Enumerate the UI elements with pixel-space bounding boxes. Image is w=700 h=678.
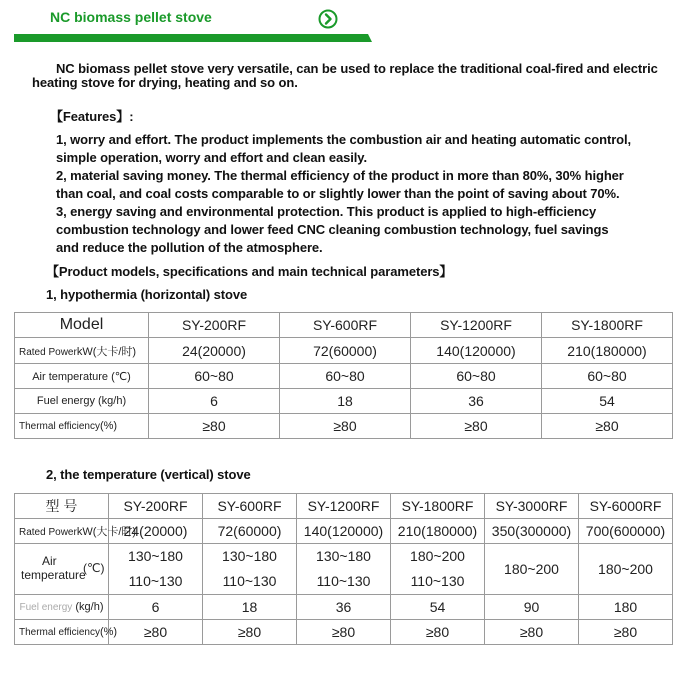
intro-line-2: heating stove for drying, heating and so on. <box>32 75 298 90</box>
page-header <box>0 0 700 44</box>
features-line-7: and reduce the pollution of the atmosphere. <box>56 240 323 255</box>
row-label-unit: (%) <box>99 626 118 638</box>
row-label-main: Air <box>42 554 57 568</box>
table-header-row <box>15 494 673 519</box>
table-cell: ≥80 <box>579 620 673 645</box>
row-label-unit: (%) <box>99 420 118 432</box>
table-cell: 60~80 <box>542 364 673 389</box>
header-cell: SY-1200RF <box>411 313 542 338</box>
table-row <box>15 519 673 544</box>
table-cell: ≥80 <box>485 620 579 645</box>
row-label-main: Thermal efficiency <box>19 627 100 638</box>
table-cell: 60~80 <box>149 364 280 389</box>
table-cell <box>297 544 391 595</box>
cell-lower: 110~130 <box>128 573 183 589</box>
table-cell <box>391 544 485 595</box>
features-line-1: 1, worry and effort. The product implements the combustion air and heating automatic control, <box>56 132 632 147</box>
header-cell: SY-1800RF <box>391 494 485 519</box>
row-label <box>15 414 149 439</box>
cell-lower: 110~130 <box>410 573 465 589</box>
cell-upper: 130~180 <box>128 548 183 564</box>
row-label-main: Rated Power <box>19 527 77 538</box>
table-cell: 700(600000) <box>579 519 673 544</box>
features-heading: 【Features】: <box>50 109 134 124</box>
table-cell: 72(60000) <box>280 338 411 364</box>
row-label-main: Rated Power <box>19 346 77 358</box>
row-label-unit: (℃) <box>111 370 131 383</box>
table-cell: 18 <box>203 595 297 620</box>
row-label-unit: (℃) <box>83 561 105 575</box>
features-line-4: than coal, and coal costs comparable to or slightly lower than the point of saving about 70%. <box>56 186 620 201</box>
header-cell: SY-1800RF <box>542 313 673 338</box>
table-row <box>15 544 673 595</box>
table-cell: 24(20000) <box>149 338 280 364</box>
row-label-unit: (kg/h) <box>98 395 127 407</box>
table-cell: 72(60000) <box>203 519 297 544</box>
spec-table-vertical <box>14 493 673 645</box>
cell-lower: 110~130 <box>222 573 277 589</box>
row-label <box>15 544 109 595</box>
header-cell: SY-200RF <box>149 313 280 338</box>
header-cell: SY-600RF <box>203 494 297 519</box>
table-cell: ≥80 <box>391 620 485 645</box>
page-title: NC biomass pellet stove <box>50 9 212 25</box>
features-line-2: simple operation, worry and effort and clean easily. <box>56 150 367 165</box>
params-heading: 【Product models, specifications and main technical parameters】 <box>46 264 453 279</box>
row-label-unit: kW(大卡/时) <box>76 526 137 538</box>
table-row <box>15 364 673 389</box>
table-cell: 36 <box>297 595 391 620</box>
table-row <box>15 414 673 439</box>
cell-upper: 130~180 <box>316 548 371 564</box>
row-label <box>15 620 118 645</box>
cell-upper: 130~180 <box>222 548 277 564</box>
header-cell: 型 号 <box>15 494 109 519</box>
table-cell: ≥80 <box>203 620 297 645</box>
table-cell: 54 <box>391 595 485 620</box>
table-row <box>15 595 673 620</box>
table-header-row <box>15 313 673 338</box>
header-cell: SY-3000RF <box>485 494 579 519</box>
row-label <box>15 364 149 389</box>
cell-lower: 110~130 <box>316 573 371 589</box>
row-label-unit: kW(大卡/时) <box>76 345 137 358</box>
row-label <box>15 389 149 414</box>
table-row <box>15 389 673 414</box>
table-cell: 6 <box>149 389 280 414</box>
title-underline-bar <box>14 34 372 42</box>
spec-table-horizontal <box>14 312 673 439</box>
table-cell: ≥80 <box>280 414 411 439</box>
features-line-3: 2, material saving money. The thermal efficiency of the product in more than 80%, 30% higher <box>56 168 624 183</box>
table-cell: 36 <box>411 389 542 414</box>
row-label-unit: (kg/h) <box>75 601 104 613</box>
table-cell: 210(180000) <box>391 519 485 544</box>
table-cell: 180~200 <box>579 544 673 595</box>
header-cell: SY-600RF <box>280 313 411 338</box>
table-cell: ≥80 <box>542 414 673 439</box>
table-cell: 60~80 <box>411 364 542 389</box>
table-cell <box>203 544 297 595</box>
table-cell: 180 <box>579 595 673 620</box>
table-cell: ≥80 <box>297 620 391 645</box>
row-label-sub: temperature <box>21 568 86 582</box>
table-cell: 350(300000) <box>485 519 579 544</box>
row-label <box>15 519 137 544</box>
cell-upper: 180~200 <box>410 548 465 564</box>
header-cell: SY-200RF <box>109 494 203 519</box>
header-cell: SY-1200RF <box>297 494 391 519</box>
row-label-main: Air temperature <box>32 370 109 383</box>
table-cell: 90 <box>485 595 579 620</box>
arrow-right-circle-icon[interactable] <box>318 9 338 29</box>
table-row <box>15 620 673 645</box>
row-label-main: Fuel energy <box>36 395 95 407</box>
row-label <box>15 338 149 364</box>
row-label-main: Thermal efficiency <box>19 421 100 432</box>
table-cell: 18 <box>280 389 411 414</box>
table-cell: ≥80 <box>109 620 203 645</box>
table1-heading: 1, hypothermia (horizontal) stove <box>46 287 248 302</box>
row-label-main: Fuel energy <box>19 602 73 613</box>
table-cell: 140(120000) <box>297 519 391 544</box>
features-line-6: combustion technology and lower feed CNC cleaning combustion technology, fuel savings <box>56 222 609 237</box>
intro-line-1: NC biomass pellet stove very versatile, can be used to replace the traditional coal-fired and electric <box>56 61 658 76</box>
row-label <box>15 595 109 620</box>
table-cell: ≥80 <box>149 414 280 439</box>
table2-heading: 2, the temperature (vertical) stove <box>46 467 251 482</box>
table-cell: 24(20000) <box>109 519 203 544</box>
table-cell: 54 <box>542 389 673 414</box>
table-cell <box>109 544 203 595</box>
table-row <box>15 338 673 364</box>
features-line-5: 3, energy saving and environmental protection. This product is applied to high-efficiency <box>56 204 597 219</box>
table-cell: 6 <box>109 595 203 620</box>
header-cell: Model <box>15 313 149 338</box>
table-cell: 210(180000) <box>542 338 673 364</box>
table-cell: 60~80 <box>280 364 411 389</box>
header-cell: SY-6000RF <box>579 494 673 519</box>
table-cell: 180~200 <box>485 544 579 595</box>
table-cell: 140(120000) <box>411 338 542 364</box>
table-cell: ≥80 <box>411 414 542 439</box>
